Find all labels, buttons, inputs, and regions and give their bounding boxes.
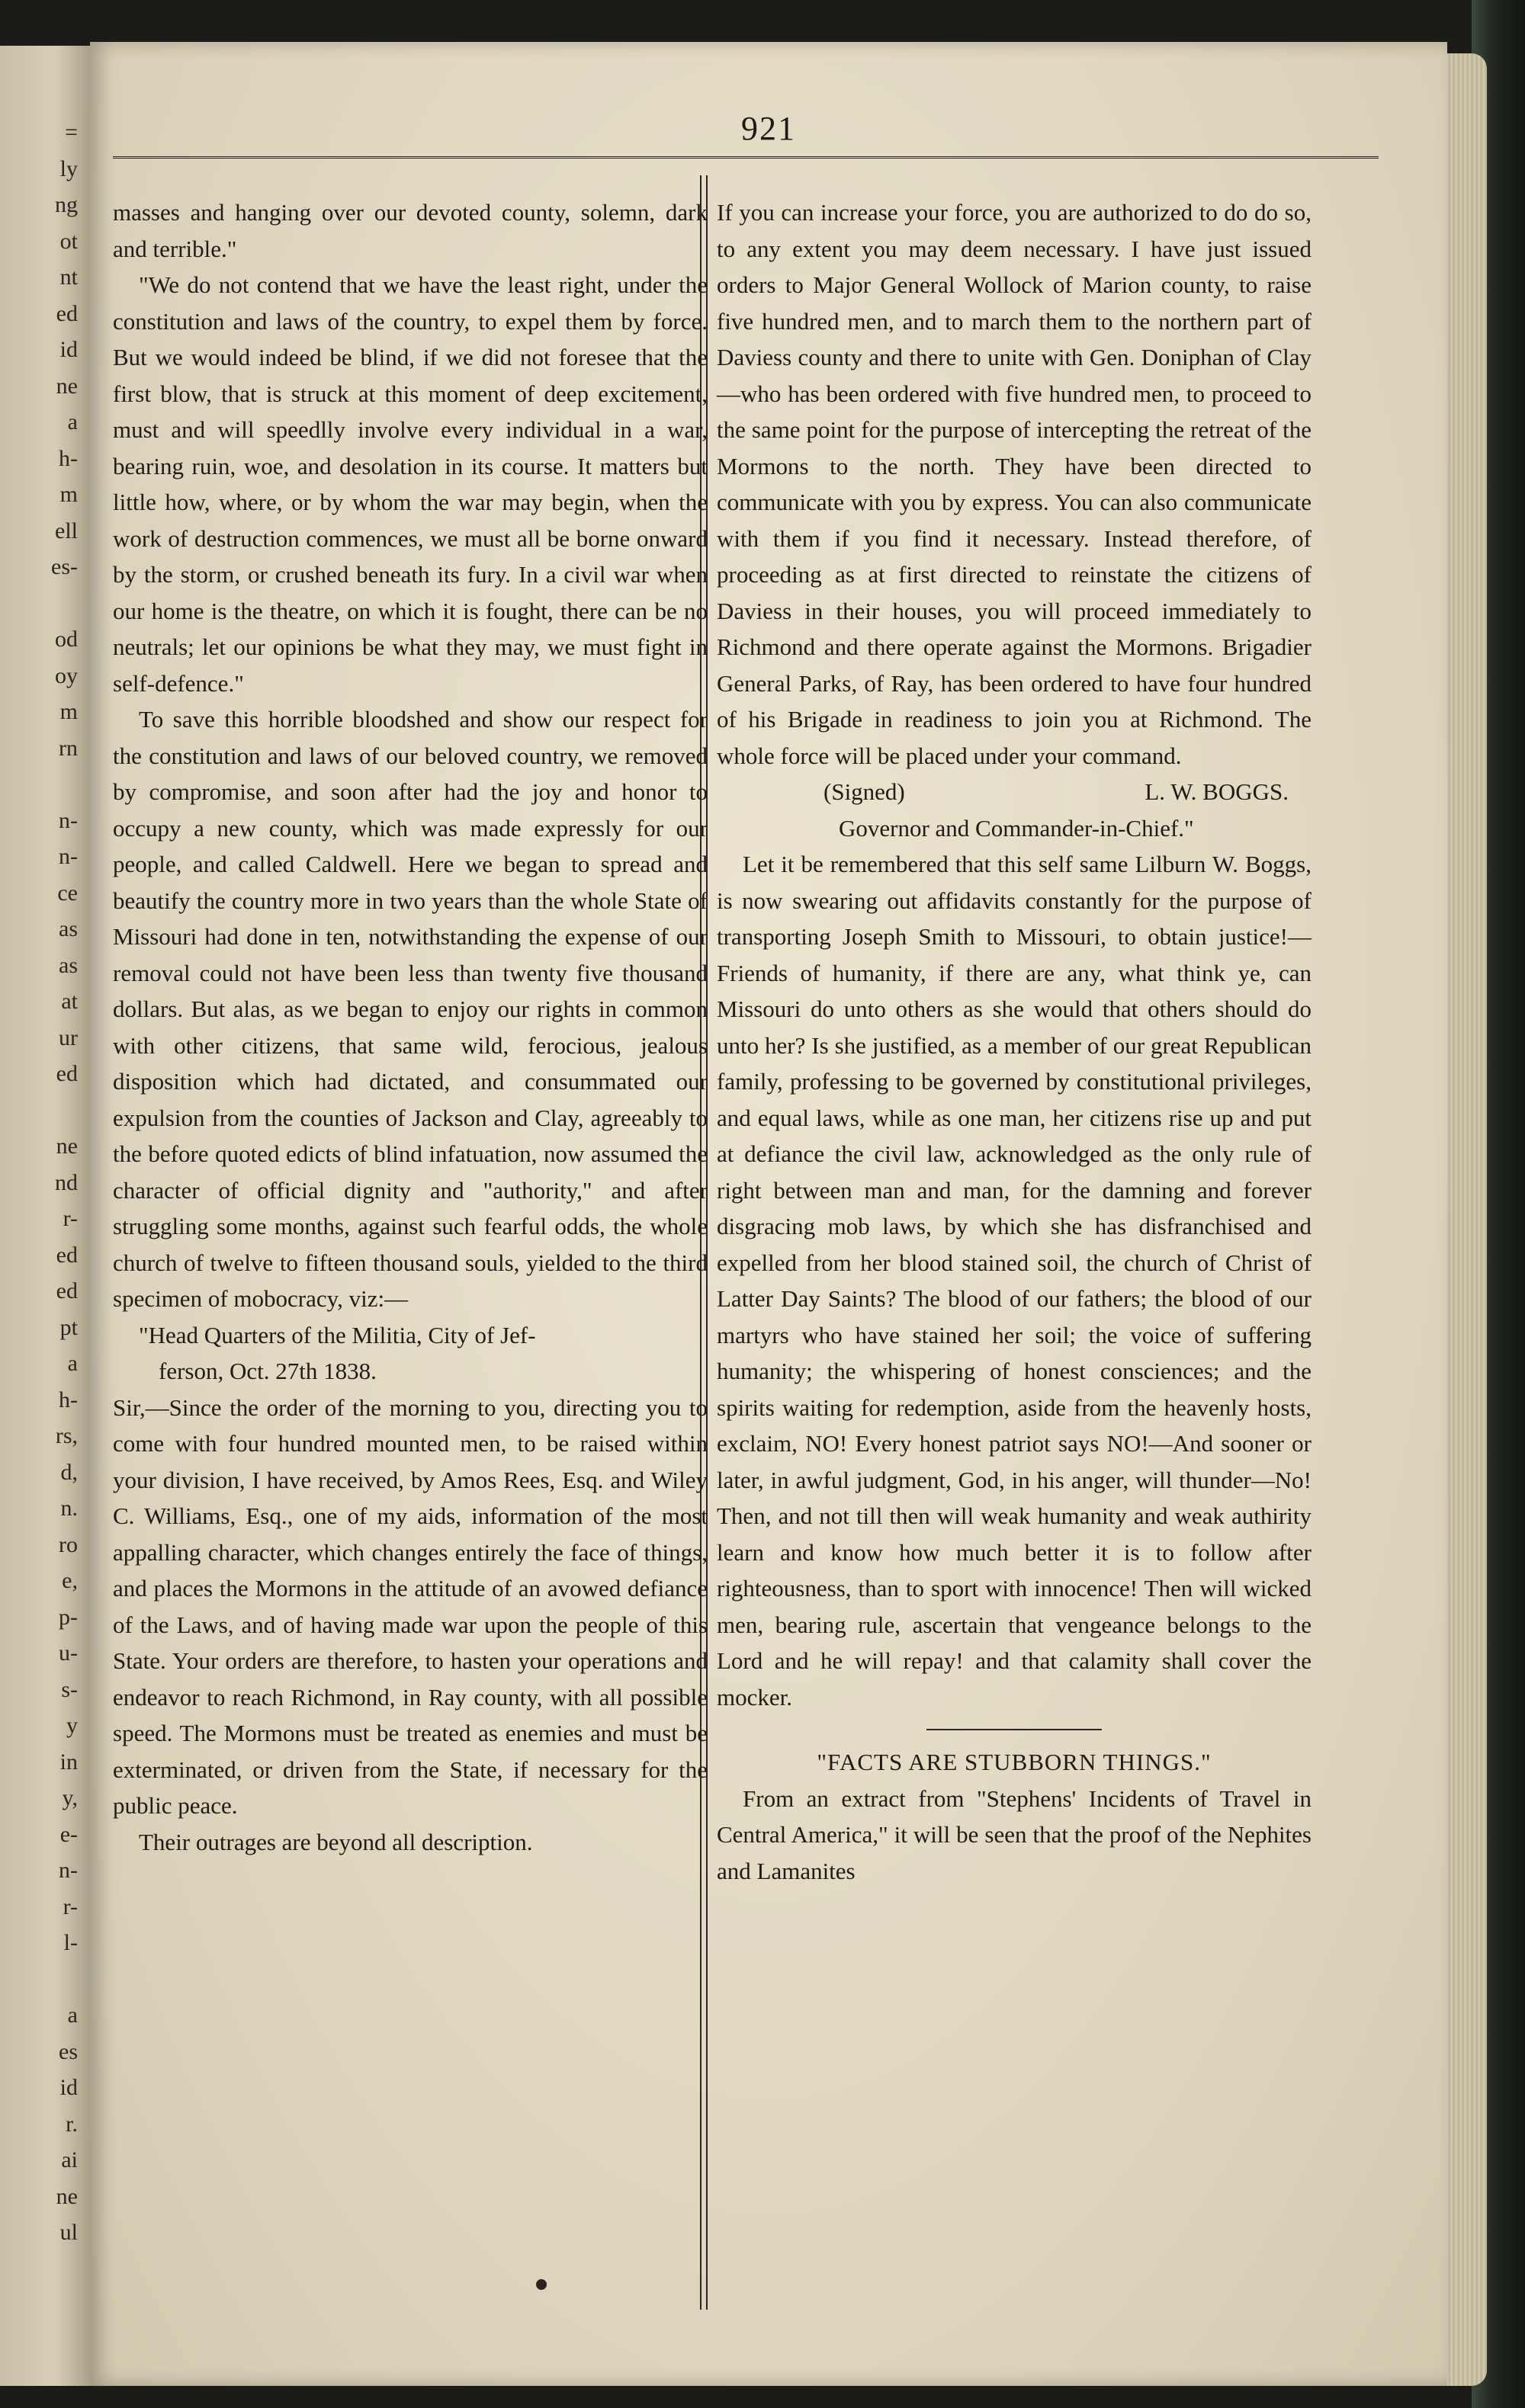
left-page-fragment: ed <box>56 1278 78 1303</box>
header-rule <box>113 156 1379 159</box>
bullet-mark <box>536 2279 547 2290</box>
left-page-fragment: ng <box>55 192 78 217</box>
paragraph: To save this horrible bloodshed and show our respect for the constitution and laws of our beloved country, we removed by compromise, and soon after had the joy and honor to occupy a new county, which was made expressly for our people, and called Caldwell. Here we began to spread and beautify the country more in two years than the whole State of Missouri had done in ten, notwithstanding the expense of our removal could not have been less than twenty five thousand dollars. But alas, as we began to enjoy our rights in common with other citizens, that same wild, ferocious, jealous disposition which had dictated, and consummated our expulsion from the counties of Jackson and Clay, agreeably to the before quoted edicts of blind infatuation, now assumed the character of official dignity and "authority," and after struggling some months, against such fearful odds, the whole church of twelve to fifteen thousand souls, yielded to the third specimen of mobocracy, viz:— <box>113 706 708 1312</box>
left-page-fragment: es- <box>51 554 78 579</box>
left-page-text-fragments <box>32 114 78 2251</box>
left-page-fragment: ed <box>56 1061 78 1086</box>
signed-name: L. W. BOGGS. <box>1145 778 1289 805</box>
paragraph: If you can increase your force, you are authorized to do do so, to any extent you may deem necessary. I have just issued orders to Major General Wollock of Marion county, to raise five hundred men, and to march them to the northern part of Daviess county and there to unite with Gen. Doniphan of Clay—who has been ordered with five hundred men, to proceed to the same point for the purpose of intercepting the retreat of the Mormons to the north. They have been directed to communicate with you by express. You can also communicate with them if you find it necessary. Instead therefore, of proceeding as at first directed to reinstate the citizens of Daviess in their houses, you will proceed immediately to Richmond and there operate against the Mormons. Brigadier General Parks, of Ray, has been ordered to have four hundred of his Brigade in readiness to join you at Richmond. The whole force will be placed under your command. <box>717 199 1312 769</box>
left-page-fragment: r- <box>63 1206 78 1231</box>
left-page-fragment: nt <box>59 265 78 290</box>
left-page-fragment: r. <box>66 2111 78 2137</box>
left-page-fragment: ed <box>56 300 78 326</box>
left-page-fragment: ne <box>56 373 78 399</box>
left-page-fragment: ed <box>56 1242 78 1268</box>
left-page-fragment: pt <box>59 1314 78 1340</box>
left-page-fragment: a <box>67 2002 78 2028</box>
left-page-fragment: l- <box>63 1930 78 1955</box>
left-page-fragment: n- <box>59 1858 78 1883</box>
left-page-fragment: h- <box>59 445 78 471</box>
left-page-fragment: ne <box>56 1133 78 1159</box>
left-page-fragment: ur <box>59 1024 78 1050</box>
section-rule <box>926 1729 1102 1730</box>
left-page-fragment: n- <box>59 807 78 833</box>
left-page-fragment: ai <box>61 2147 78 2172</box>
left-page-fragment: p- <box>59 1604 78 1630</box>
left-page-fragment: y <box>66 1713 78 1738</box>
left-page-fragment: ne <box>56 2183 78 2209</box>
left-page-fragment: rs, <box>55 1423 78 1448</box>
paragraph: "We do not contend that we have the least right, under the constitution and laws of the country, to expel them by force. But we would indeed be blind, if we did not foresee that the first blow, that is struck at this moment of deep excitement, must and will speedlly involve every individual in a war, bearing ruin, woe, and desolation in its course. It matters but little how, where, or by whom the war may begin, when the work of destruction commences, we must all be borne onward by the storm, or crushed beneath its fury. In a civil war when our home is the theatre, on which it is fought, there can be no neutrals; let our opinions be what they may, we must fight in self-defence." <box>113 271 708 697</box>
page-number: 921 <box>741 110 796 147</box>
left-page-margin <box>0 46 92 2386</box>
left-page-fragment: as <box>59 916 78 941</box>
left-page-fragment: ce <box>57 880 78 906</box>
left-page-fragment: ot <box>59 228 78 254</box>
left-column <box>113 194 708 1860</box>
left-page-fragment: at <box>61 989 78 1014</box>
left-page-fragment: n. <box>60 1496 78 1521</box>
left-page-fragment: ly <box>59 156 78 181</box>
left-page-fragment: rn <box>59 735 78 761</box>
left-page-fragment: ell <box>55 518 78 543</box>
left-page-fragment: a <box>67 409 78 434</box>
left-page-fragment: es <box>59 2038 78 2064</box>
left-page-fragment: ul <box>59 2220 78 2245</box>
paragraph: Sir,—Since the order of the morning to you, directing you to come with four hundred mounted men, to be raised within your division, I have received, by Amos Rees, Esq. and Wiley C. Williams, Esq., one of my aids, information of the most appalling character, which changes entirely the face of things, and places the Mormons in the attitude of an avowed defiance of the Laws, and of having made war upon the people of this State. Your orders are therefore, to hasten your operations and endeavor to reach Richmond, in Ray county, with all possible speed. The Mormons must be treated as enemies and must be exterminated, or driven from the State, if necessary for the public peace. <box>113 1393 708 1819</box>
signature-line <box>717 774 1312 810</box>
signed-label: (Signed) <box>824 778 905 805</box>
left-page-fragment <box>32 1092 78 1129</box>
left-page-fragment: r- <box>63 1893 78 1919</box>
left-page-fragment: a <box>67 1351 78 1376</box>
left-page-fragment: d, <box>60 1459 78 1485</box>
left-page-fragment: y, <box>62 1785 78 1810</box>
left-page-fragment: = <box>65 120 78 145</box>
paragraph: Their outrages are beyond all description. <box>139 1828 533 1855</box>
signed-title: Governor and Commander-in-Chief." <box>839 814 1194 842</box>
left-page-fragment <box>32 1961 78 1998</box>
left-page-fragment: oy <box>55 662 78 688</box>
paragraph: From an extract from "Stephens' Incidents of Travel in Central America," it will be seen that the proof of the Nephites and Lamanites <box>717 1784 1312 1884</box>
left-page-fragment: h- <box>59 1387 78 1412</box>
paragraph: Let it be remembered that this self same Lilburn W. Boggs, is now swearing out affidavits constantly for the purpose of transporting Joseph Smith to Missouri, to obtain justice!—Friends of humanity, if there are any, what think ye, can Missouri do unto others as she would that others should do unto her? Is she justified, as a member of our great Republican family, professing to be governed by constitutional privileges, and equal laws, while as one man, her citizens rise up and put at defiance the civil law, acknowledged as the only rule of right between man and man, for the damning and forever disgracing mob laws, by which she has disfranchised and expelled from her blood stained soil, the church of Christ of Latter Day Saints? The blood of our fathers; the blood of our martyrs who have stained her soil; the voice of suffering humanity; the whispering of honest consciences; and the spirits waiting for redemption, aside from the heavenly hosts, exclaim, NO! Every honest patriot says NO!—And sooner or later, in awful judgment, God, in his anger, will thunder—No! Then, and not till then will weak humanity and weak authirity learn and know how much better it is to follow after righteousness, than to sport with innocence! Then will wicked men, bearing rule, ascertain that vengeance belongs to the Lord and he will repay! and that calamity shall cover the mocker. <box>717 851 1312 1711</box>
left-page-fragment: ro <box>59 1531 78 1557</box>
left-page-fragment: nd <box>55 1169 78 1195</box>
left-page-fragment <box>32 766 78 803</box>
left-page-fragment: e- <box>59 1821 78 1847</box>
section-title: "FACTS ARE STUBBORN THINGS." <box>817 1749 1212 1775</box>
left-page-fragment: s- <box>61 1676 78 1702</box>
left-page-fragment: n- <box>59 844 78 869</box>
paragraph: masses and hanging over our devoted county, solemn, dark and terrible." <box>113 199 708 262</box>
left-page-fragment: in <box>59 1749 78 1775</box>
order-date: ferson, Oct. 27th 1838. <box>159 1358 377 1384</box>
left-page-fragment <box>32 585 78 622</box>
left-page-fragment: od <box>55 627 78 652</box>
left-page-fragment: id <box>59 2075 78 2100</box>
left-page-fragment: m <box>59 699 78 724</box>
page <box>90 42 1447 2386</box>
right-column <box>717 194 1312 1889</box>
left-page-fragment: as <box>59 952 78 978</box>
order-heading: "Head Quarters of the Militia, City of Jef- <box>139 1321 536 1348</box>
left-page-fragment: id <box>59 337 78 362</box>
left-page-fragment: u- <box>59 1640 78 1666</box>
left-page-fragment: e, <box>62 1568 78 1593</box>
left-page-fragment: m <box>59 482 78 507</box>
